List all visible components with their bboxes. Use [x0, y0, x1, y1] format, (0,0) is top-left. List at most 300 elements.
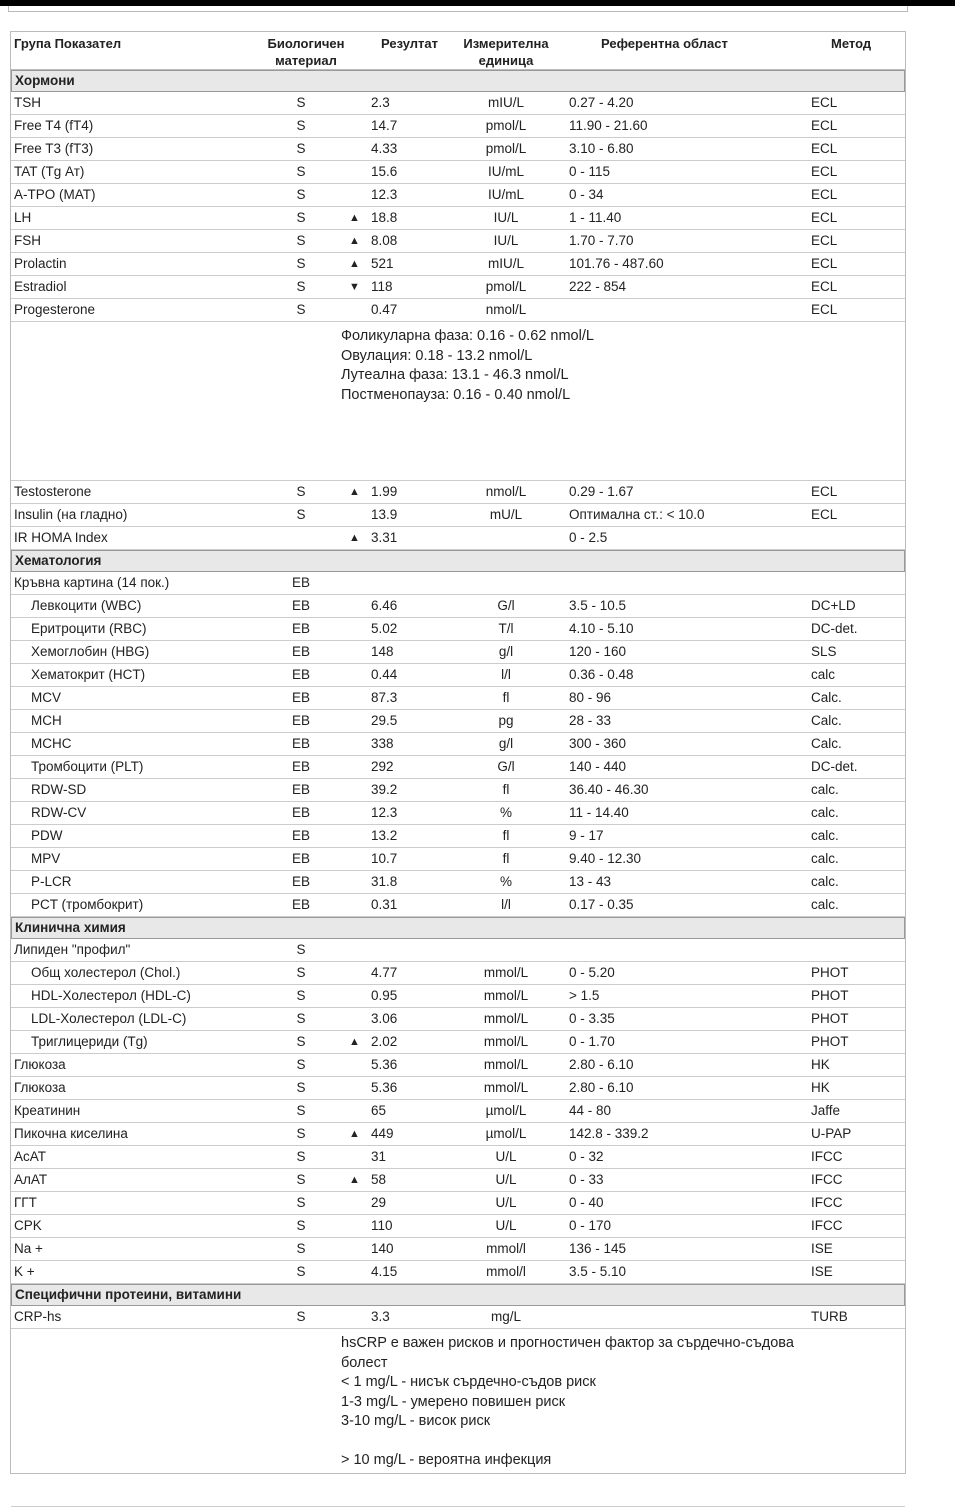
- table-row: [11, 939, 905, 962]
- unit: µmol/L: [485, 1103, 527, 1118]
- section-header: [11, 70, 905, 92]
- result-value: 0.44: [371, 667, 398, 682]
- table-row: [11, 1215, 905, 1238]
- section-title: Хематология: [15, 553, 102, 568]
- unit: nmol/L: [485, 302, 527, 317]
- note-line: Овулация: 0.18 - 13.2 nmol/L: [341, 347, 533, 364]
- method: Jaffe: [811, 1103, 841, 1118]
- unit: IU/mL: [487, 187, 524, 202]
- test-name: K +: [14, 1264, 35, 1279]
- reference-range: 11.90 - 21.60: [569, 118, 648, 133]
- reference-range: 1 - 11.40: [569, 210, 622, 225]
- result-value: 0.47: [371, 302, 398, 317]
- table-row: [11, 687, 905, 710]
- table-row: [11, 871, 905, 894]
- reference-range: 9 - 17: [569, 828, 604, 843]
- material: S: [296, 965, 306, 980]
- table-row: [11, 1169, 905, 1192]
- reference-range: 3.10 - 6.80: [569, 141, 634, 156]
- reference-range: 142.8 - 339.2: [569, 1126, 649, 1141]
- material: EB: [291, 782, 310, 797]
- table-row: [11, 1146, 905, 1169]
- table-row: [11, 618, 905, 641]
- method: calc: [811, 667, 836, 682]
- method: IFCC: [811, 1218, 843, 1233]
- table-row: [11, 207, 905, 230]
- result-value: 6.46: [371, 598, 398, 613]
- result-value: 15.6: [371, 164, 398, 179]
- unit: g/l: [498, 736, 514, 751]
- material: EB: [291, 828, 310, 843]
- result-value: 65: [371, 1103, 387, 1118]
- table-row: [11, 1031, 905, 1054]
- method: IFCC: [811, 1195, 843, 1210]
- reference-range: 0 - 1.70: [569, 1034, 615, 1049]
- table-row: [11, 1261, 905, 1284]
- reference-range: 13 - 43: [569, 874, 612, 889]
- unit: fl: [502, 828, 510, 843]
- method: HK: [811, 1057, 830, 1072]
- result-value: 140: [371, 1241, 394, 1256]
- material: S: [296, 1103, 306, 1118]
- reference-range: 28 - 33: [569, 713, 612, 728]
- table-row: [11, 1077, 905, 1100]
- table-body: [11, 70, 905, 1507]
- reference-range: 0.36 - 0.48: [569, 667, 634, 682]
- result-value: 110: [371, 1218, 393, 1233]
- method: ECL: [811, 279, 838, 294]
- method: PHOT: [811, 1011, 849, 1026]
- test-name: Na +: [14, 1241, 43, 1256]
- test-name: Free T3 (fT3): [14, 141, 94, 156]
- method: DC-det.: [811, 759, 858, 774]
- table-row: [11, 733, 905, 756]
- section-title: Специфични протеини, витамини: [15, 1287, 242, 1302]
- test-name: ГГТ: [14, 1195, 37, 1210]
- unit: U/L: [495, 1195, 517, 1210]
- method: ECL: [811, 233, 838, 248]
- reference-range: 140 - 440: [569, 759, 627, 774]
- reference-range: 0 - 40: [569, 1195, 604, 1210]
- table-row: [11, 230, 905, 253]
- section-title: Хормони: [15, 73, 75, 88]
- material: EB: [291, 598, 310, 613]
- test-name: Testosterone: [14, 484, 92, 499]
- material: S: [296, 1309, 306, 1324]
- table-row: [11, 504, 905, 527]
- table-row: [11, 1238, 905, 1261]
- table-header: [11, 32, 905, 70]
- reference-range: 1.70 - 7.70: [569, 233, 634, 248]
- material: S: [296, 1172, 306, 1187]
- result-value: 449: [371, 1126, 394, 1141]
- method: Calc.: [811, 690, 842, 705]
- test-name: MCH: [31, 713, 62, 728]
- unit: mIU/L: [487, 95, 524, 110]
- test-name: MPV: [31, 851, 61, 866]
- table-row: [11, 710, 905, 733]
- method: DC-det.: [811, 621, 858, 636]
- table-row: [11, 481, 905, 504]
- col-result: Резултат: [381, 36, 438, 51]
- reference-range: 120 - 160: [569, 644, 627, 659]
- result-value: 13.9: [371, 507, 398, 522]
- table-row: [11, 1192, 905, 1215]
- material: S: [296, 484, 306, 499]
- test-name: PCT (тромбокрит): [31, 897, 144, 912]
- reference-range: 300 - 360: [569, 736, 627, 751]
- unit: mmol/l: [486, 1241, 526, 1256]
- material: S: [296, 988, 306, 1003]
- table-row: [11, 664, 905, 687]
- method: ECL: [811, 95, 838, 110]
- section-title: Клинична химия: [15, 920, 126, 935]
- material: S: [296, 302, 306, 317]
- method: PHOT: [811, 1034, 849, 1049]
- reference-range: 3.5 - 10.5: [569, 598, 627, 613]
- method: IFCC: [811, 1149, 843, 1164]
- reference-range: 0 - 3.35: [569, 1011, 615, 1026]
- unit: nmol/L: [485, 484, 527, 499]
- test-name: RDW-CV: [31, 805, 87, 820]
- table-row: [11, 595, 905, 618]
- table-row: [11, 848, 905, 871]
- table-row: [11, 825, 905, 848]
- unit: IU/mL: [487, 164, 524, 179]
- material: S: [296, 141, 306, 156]
- note-line: < 1 mg/L - нисък сърдечно-съдов риск: [341, 1374, 596, 1390]
- arrow-up-icon: ▲: [349, 486, 360, 498]
- unit: mIU/L: [487, 256, 524, 271]
- top-frame: [8, 6, 908, 12]
- material: S: [296, 1195, 306, 1210]
- table-row: [11, 641, 905, 664]
- unit: mU/L: [489, 507, 523, 522]
- method: ECL: [811, 118, 838, 133]
- unit: U/L: [495, 1218, 517, 1233]
- material: EB: [291, 897, 310, 912]
- result-value: 3.31: [371, 530, 398, 545]
- col-material: Биологичен материал: [267, 36, 345, 68]
- result-value: 4.33: [371, 141, 398, 156]
- reference-range: 11 - 14.40: [569, 805, 629, 820]
- result-value: 5.36: [371, 1057, 398, 1072]
- material: S: [296, 1126, 306, 1141]
- material: S: [296, 118, 306, 133]
- reference-range: 2.80 - 6.10: [569, 1057, 634, 1072]
- result-value: 3.06: [371, 1011, 398, 1026]
- reference-range: Оптимална ст.: < 10.0: [569, 507, 705, 522]
- test-name: A-TPO (MAT): [14, 187, 96, 202]
- test-name: Глюкоза: [14, 1080, 66, 1095]
- method: ECL: [811, 164, 838, 179]
- test-name: Креатинин: [14, 1103, 81, 1118]
- note-line: Лутеална фаза: 13.1 - 46.3 nmol/L: [341, 367, 569, 383]
- unit: G/l: [497, 598, 515, 613]
- result-value: 13.2: [371, 828, 398, 843]
- table-row: [11, 115, 905, 138]
- result-value: 12.3: [371, 805, 398, 820]
- table-row: [11, 92, 905, 115]
- table-row: [11, 1100, 905, 1123]
- reference-range: 44 - 80: [569, 1103, 612, 1118]
- table-row: [11, 161, 905, 184]
- section-header: [11, 550, 905, 572]
- note-line: > 10 mg/L - вероятна инфекция: [341, 1452, 552, 1468]
- unit: pmol/L: [485, 141, 527, 156]
- material: S: [296, 256, 306, 271]
- unit: fl: [502, 690, 510, 705]
- method: calc.: [811, 851, 839, 866]
- material: EB: [291, 736, 310, 751]
- result-value: 8.08: [371, 233, 398, 248]
- material: S: [296, 1149, 306, 1164]
- test-name: PDW: [31, 828, 63, 843]
- unit: IU/L: [493, 233, 519, 248]
- table-row: [11, 1008, 905, 1031]
- result-value: 18.8: [371, 210, 398, 225]
- method: ECL: [811, 507, 838, 522]
- unit: T/l: [498, 621, 514, 636]
- method: calc.: [811, 828, 839, 843]
- unit: fl: [502, 851, 510, 866]
- result-value: 4.77: [371, 965, 398, 980]
- method: ECL: [811, 141, 838, 156]
- method: calc.: [811, 805, 839, 820]
- arrow-up-icon: ▲: [349, 532, 360, 544]
- note-line: болест: [341, 1354, 388, 1371]
- table-row: [11, 138, 905, 161]
- material: EB: [291, 805, 310, 820]
- table-row: [11, 894, 905, 917]
- test-name: P-LCR: [31, 874, 72, 889]
- test-name: Триглицериди (Tg): [31, 1034, 148, 1049]
- unit: l/l: [501, 897, 511, 912]
- material: S: [296, 1264, 306, 1279]
- test-name: MCV: [31, 690, 61, 705]
- result-value: 31.8: [371, 874, 398, 889]
- table-row: [11, 276, 905, 299]
- col-method: Метод: [831, 36, 872, 51]
- unit: l/l: [501, 667, 511, 682]
- method: Calc.: [811, 736, 842, 751]
- reference-range: 101.76 - 487.60: [569, 256, 664, 271]
- table-row: [11, 299, 905, 322]
- reference-note: [11, 322, 905, 481]
- test-name: Хематокрит (HCT): [31, 667, 146, 682]
- unit: U/L: [495, 1149, 517, 1164]
- reference-range: 4.10 - 5.10: [569, 621, 634, 636]
- material: S: [296, 1034, 306, 1049]
- unit: mmol/L: [483, 1057, 529, 1072]
- material: EB: [291, 621, 310, 636]
- result-value: 0.31: [371, 897, 398, 912]
- result-value: 58: [371, 1172, 387, 1187]
- method: HK: [811, 1080, 830, 1095]
- test-name: LDL-Холестерол (LDL-C): [31, 1011, 187, 1026]
- material: S: [296, 1080, 306, 1095]
- result-value: 1.99: [371, 484, 398, 499]
- reference-range: 222 - 854: [569, 279, 627, 294]
- note-line: hsCRP е важен рисков и прогностичен фактор за сърдечно-съдова: [341, 1335, 794, 1351]
- col-group: Група Показател: [14, 36, 122, 51]
- test-name: TAT (Tg Ат): [14, 164, 85, 179]
- test-name: LH: [14, 210, 32, 225]
- test-name: Левкоцити (WBC): [31, 598, 142, 613]
- method: ISE: [811, 1264, 833, 1279]
- table-row: [11, 1123, 905, 1146]
- table-row: [11, 253, 905, 276]
- test-name: CRP-hs: [14, 1309, 62, 1324]
- material: EB: [291, 759, 310, 774]
- unit: pmol/L: [485, 118, 527, 133]
- result-value: 2.02: [371, 1034, 398, 1049]
- unit: U/L: [495, 1172, 517, 1187]
- reference-range: 0 - 115: [569, 164, 611, 179]
- reference-range: 80 - 96: [569, 690, 612, 705]
- reference-range: 0.29 - 1.67: [569, 484, 634, 499]
- note-line: 1-3 mg/L - умерено повишен риск: [341, 1393, 566, 1410]
- material: S: [296, 507, 306, 522]
- result-value: 39.2: [371, 782, 398, 797]
- reference-range: 0 - 32: [569, 1149, 604, 1164]
- method: ECL: [811, 302, 838, 317]
- test-name: CPK: [14, 1218, 42, 1233]
- method: Calc.: [811, 713, 842, 728]
- note-line: Фоликуларна фаза: 0.16 - 0.62 nmol/L: [341, 328, 594, 344]
- material: S: [296, 279, 306, 294]
- unit: %: [499, 874, 512, 889]
- material: S: [296, 1057, 306, 1072]
- reference-range: 2.80 - 6.10: [569, 1080, 634, 1095]
- result-value: 148: [371, 644, 394, 659]
- test-name: Кръвна картина (14 пок.): [14, 575, 170, 590]
- table-row: [11, 985, 905, 1008]
- test-name: Глюкоза: [14, 1057, 66, 1072]
- test-name: AcAT: [14, 1149, 47, 1164]
- reference-range: 0 - 34: [569, 187, 604, 202]
- reference-range: 9.40 - 12.30: [569, 851, 642, 866]
- result-value: 2.3: [371, 95, 390, 110]
- arrow-down-icon: ▼: [349, 281, 360, 293]
- arrow-up-icon: ▲: [349, 1128, 360, 1140]
- material: EB: [291, 690, 310, 705]
- result-value: 87.3: [371, 690, 398, 705]
- result-value: 338: [371, 736, 394, 751]
- test-name: Общ холестерол (Chol.): [31, 965, 181, 980]
- table-row: [11, 1306, 905, 1329]
- method: IFCC: [811, 1172, 843, 1187]
- unit: fl: [502, 782, 510, 797]
- table-row: [11, 756, 905, 779]
- method: ECL: [811, 484, 838, 499]
- unit: mmol/l: [486, 1264, 526, 1279]
- unit: mmol/L: [483, 1011, 529, 1026]
- note-line: Постменопауза: 0.16 - 0.40 nmol/L: [341, 386, 571, 403]
- result-value: 5.02: [371, 621, 398, 636]
- arrow-up-icon: ▲: [349, 1174, 360, 1186]
- test-name: Prolactin: [14, 256, 67, 271]
- table-row: [11, 527, 905, 550]
- result-value: 29.5: [371, 713, 398, 728]
- unit: mmol/L: [483, 965, 529, 980]
- material: S: [296, 233, 306, 248]
- arrow-up-icon: ▲: [349, 1036, 360, 1048]
- method: PHOT: [811, 965, 849, 980]
- material: EB: [291, 644, 310, 659]
- section-header: [11, 1284, 905, 1306]
- table-row: [11, 802, 905, 825]
- unit: g/l: [498, 644, 514, 659]
- reference-range: 0 - 170: [569, 1218, 612, 1233]
- unit: pg: [498, 713, 514, 728]
- result-value: 118: [371, 279, 393, 294]
- reference-range: 3.5 - 5.10: [569, 1264, 627, 1279]
- test-name: Free T4 (fT4): [14, 118, 94, 133]
- reference-note: [11, 1329, 905, 1507]
- method: TURB: [811, 1309, 848, 1324]
- test-name: HDL-Холестерол (HDL-C): [31, 988, 191, 1003]
- material: S: [296, 1241, 306, 1256]
- note-line: 3-10 mg/L - висок риск: [341, 1413, 491, 1429]
- material: EB: [291, 713, 310, 728]
- table-row: [11, 1054, 905, 1077]
- reference-range: 0 - 33: [569, 1172, 604, 1187]
- arrow-up-icon: ▲: [349, 258, 360, 270]
- material: EB: [291, 667, 310, 682]
- arrow-up-icon: ▲: [349, 235, 360, 247]
- result-value: 31: [371, 1149, 387, 1164]
- test-name: RDW-SD: [31, 782, 87, 797]
- material: S: [296, 210, 306, 225]
- arrow-up-icon: ▲: [349, 212, 360, 224]
- reference-range: 36.40 - 46.30: [569, 782, 649, 797]
- reference-range: 0.27 - 4.20: [569, 95, 634, 110]
- unit: mmol/L: [483, 988, 529, 1003]
- method: ECL: [811, 187, 838, 202]
- material: EB: [291, 851, 310, 866]
- method: calc.: [811, 874, 839, 889]
- unit: µmol/L: [485, 1126, 527, 1141]
- table-row: [11, 962, 905, 985]
- test-name: АлАТ: [14, 1172, 48, 1187]
- result-value: 0.95: [371, 988, 398, 1003]
- material: EB: [291, 874, 310, 889]
- method: ISE: [811, 1241, 833, 1256]
- reference-range: > 1.5: [569, 988, 600, 1003]
- test-name: Тромбоцити (PLT): [31, 759, 144, 774]
- unit: mmol/L: [483, 1034, 529, 1049]
- result-value: 29: [371, 1195, 387, 1210]
- unit: pmol/L: [485, 279, 527, 294]
- result-value: 292: [371, 759, 394, 774]
- reference-range: 0 - 2.5: [569, 530, 608, 545]
- result-value: 14.7: [371, 118, 398, 133]
- section-header: [11, 917, 905, 939]
- unit: G/l: [497, 759, 515, 774]
- test-name: Еритроцити (RBC): [31, 621, 147, 636]
- result-value: 4.15: [371, 1264, 398, 1279]
- material: S: [296, 942, 306, 957]
- test-name: IR HOMA Index: [14, 530, 108, 545]
- test-name: Хемоглобин (HBG): [31, 644, 150, 659]
- result-value: 3.3: [371, 1309, 390, 1324]
- unit: IU/L: [493, 210, 519, 225]
- test-name: Progesterone: [14, 302, 96, 317]
- method: PHOT: [811, 988, 849, 1003]
- method: ECL: [811, 210, 838, 225]
- table-row: [11, 184, 905, 207]
